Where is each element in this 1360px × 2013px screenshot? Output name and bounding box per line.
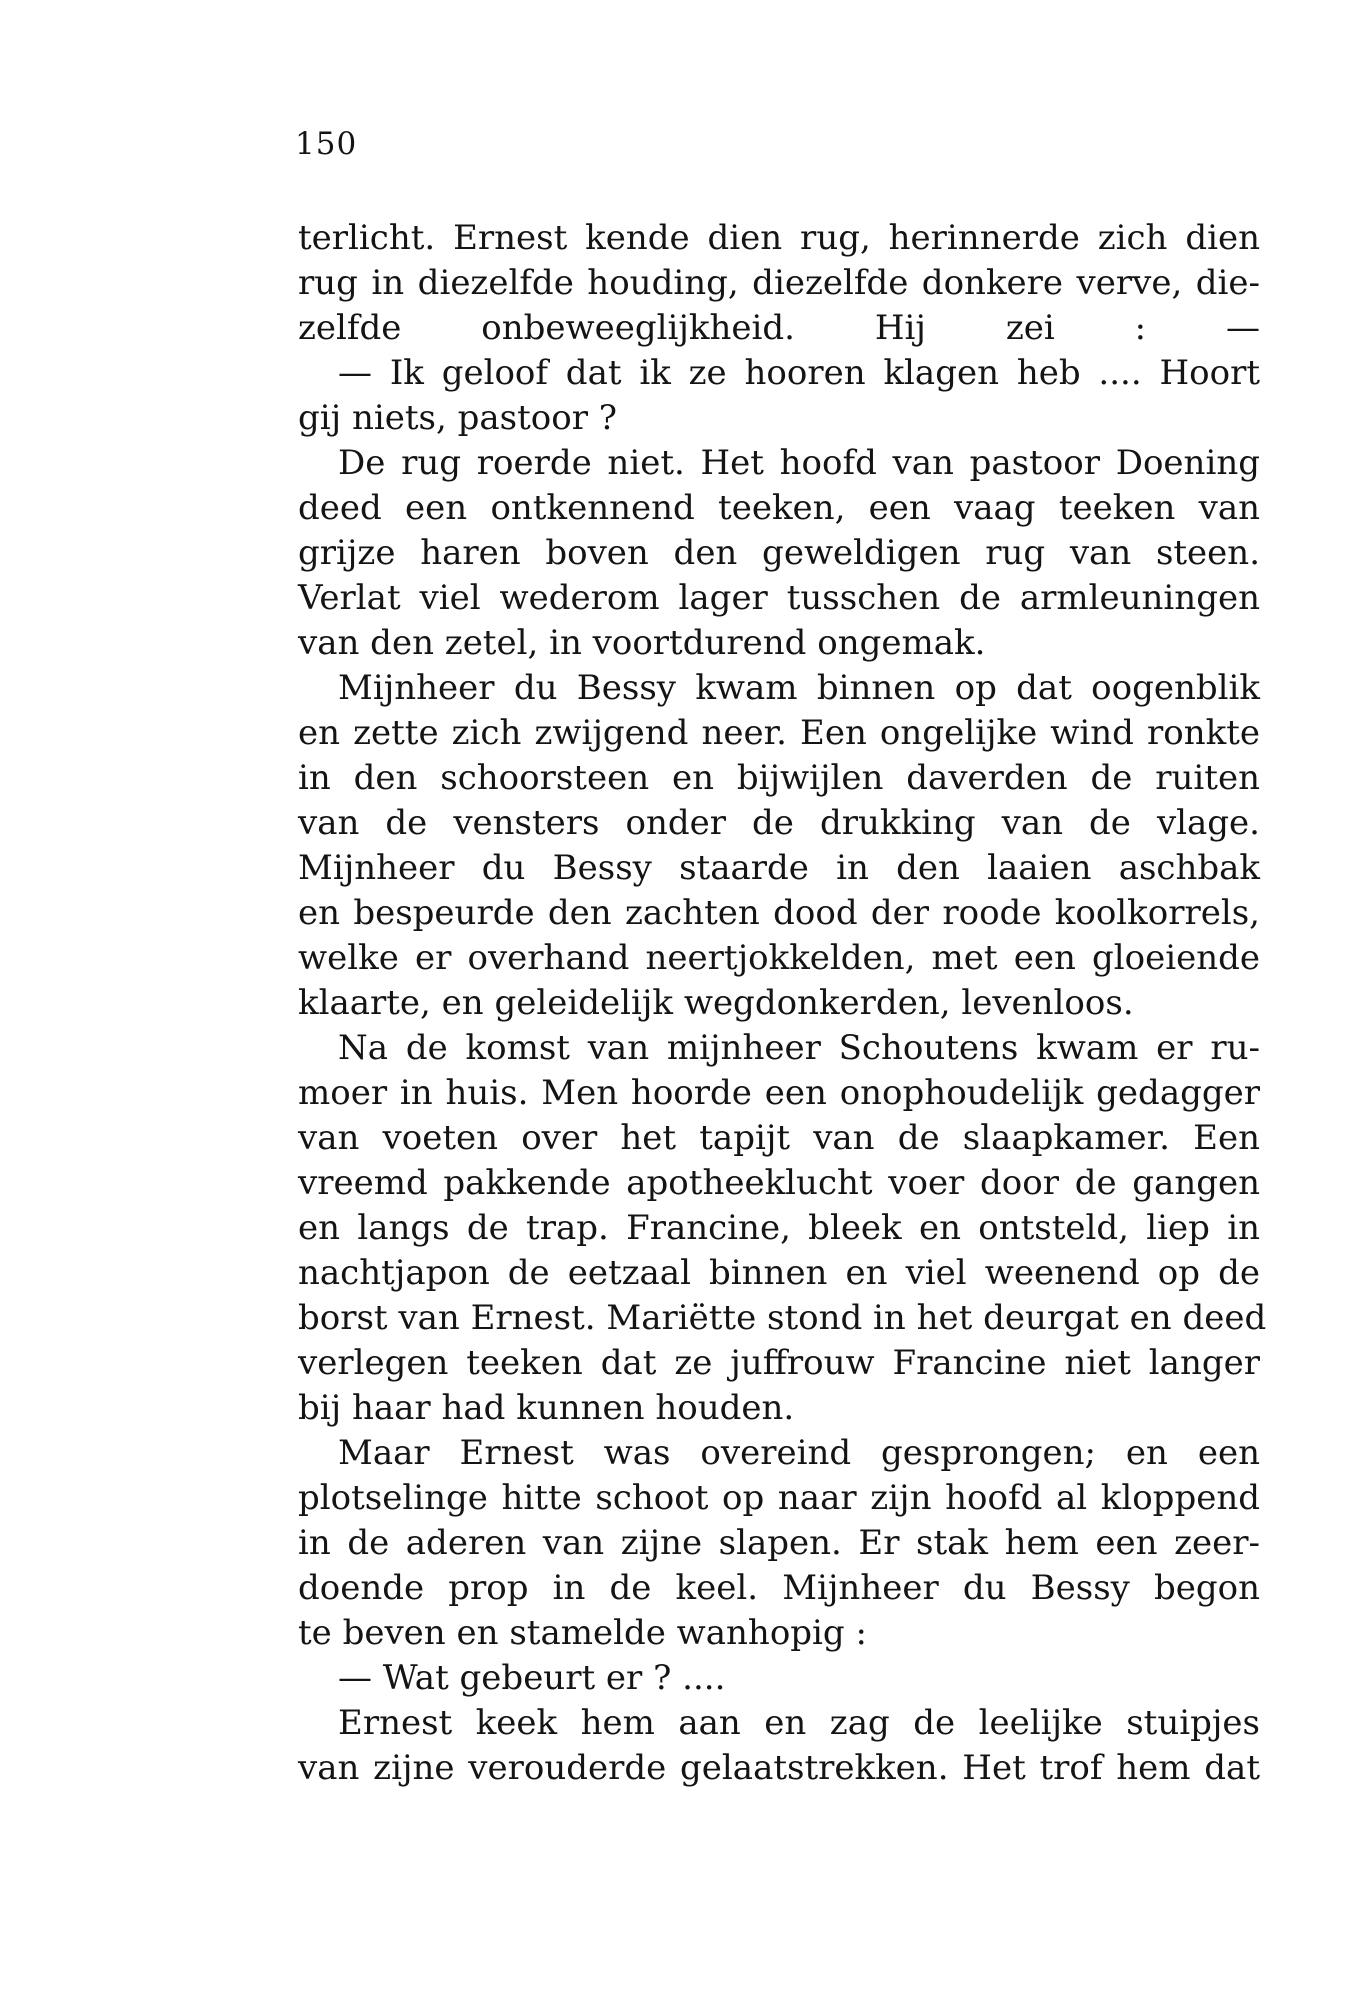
text-line: van den zetel, in voortdurend ongemak. <box>298 623 986 663</box>
text-line: en zette zich zwijgend neer. Een ongelijke wind ronkte <box>298 713 1260 753</box>
text-line: en bespeurde den zachten dood der roode koolkorrels, <box>298 893 1260 933</box>
text-line: klaarte, en geleidelijk wegdonkerden, levenloos. <box>298 983 1134 1023</box>
text-line: van de vensters onder de drukking van de vlage. <box>298 803 1260 843</box>
text-line: terlicht. Ernest kende dien rug, herinnerde zich dien <box>298 218 1260 258</box>
text-line: welke er overhand neertjokkelden, met een gloeiende <box>298 938 1260 978</box>
text-line: grijze haren boven den geweldigen rug van steen. <box>298 533 1260 573</box>
text-line: in de aderen van zijne slapen. Er stak hem een zeer- <box>298 1523 1260 1563</box>
text-line: Ernest keek hem aan en zag de leelijke stuipjes <box>338 1703 1260 1743</box>
text-line: Maar Ernest was overeind gesprongen; en een <box>338 1433 1260 1473</box>
text-line: Mijnheer du Bessy kwam binnen op dat oogenblik <box>338 668 1260 708</box>
text-line: Verlat viel wederom lager tusschen de armleuningen <box>298 578 1260 618</box>
text-line: zelfde onbeweeglijkheid. Hij zei : — <box>298 308 1260 348</box>
text-line: en langs de trap. Francine, bleek en ontsteld, liep in <box>298 1208 1260 1248</box>
text-line: nachtjapon de eetzaal binnen en viel weenend op de <box>298 1253 1260 1293</box>
text-line: — Wat gebeurt er ? .... <box>338 1658 726 1698</box>
text-line: vreemd pakkende apotheeklucht voer door de gangen <box>298 1163 1260 1203</box>
text-line: rug in diezelfde houding, diezelfde donkere verve, die- <box>298 263 1260 303</box>
text-line: Na de komst van mijnheer Schoutens kwam er ru- <box>338 1028 1260 1068</box>
text-line: De rug roerde niet. Het hoofd van pastoor Doening <box>338 443 1260 483</box>
text-line: moer in huis. Men hoorde een onophoudelijk gedagger <box>298 1073 1260 1113</box>
text-line: van zijne verouderde gelaatstrekken. Het trof hem dat <box>298 1748 1260 1788</box>
text-line: van voeten over het tapijt van de slaapkamer. Een <box>298 1118 1260 1158</box>
text-line: Mijnheer du Bessy staarde in den laaien aschbak <box>298 848 1260 888</box>
text-line: — Ik geloof dat ik ze hooren klagen heb .... Hoort <box>338 353 1260 393</box>
text-line: borst van Ernest. Mariëtte stond in het deurgat en deed <box>298 1298 1267 1338</box>
text-line: gij niets, pastoor ? <box>298 398 617 438</box>
text-line: in den schoorsteen en bijwijlen daverden de ruiten <box>298 758 1260 798</box>
text-line: doende prop in de keel. Mijnheer du Bessy begon <box>298 1568 1260 1608</box>
text-line: verlegen teeken dat ze juffrouw Francine niet langer <box>298 1343 1260 1383</box>
text-line: bij haar had kunnen houden. <box>298 1388 795 1428</box>
text-line: te beven en stamelde wanhopig : <box>298 1613 867 1653</box>
page-number: 150 <box>295 126 358 162</box>
text-line: plotselinge hitte schoot op naar zijn hoofd al kloppend <box>298 1478 1260 1518</box>
text-line: deed een ontkennend teeken, een vaag teeken van <box>298 488 1260 528</box>
